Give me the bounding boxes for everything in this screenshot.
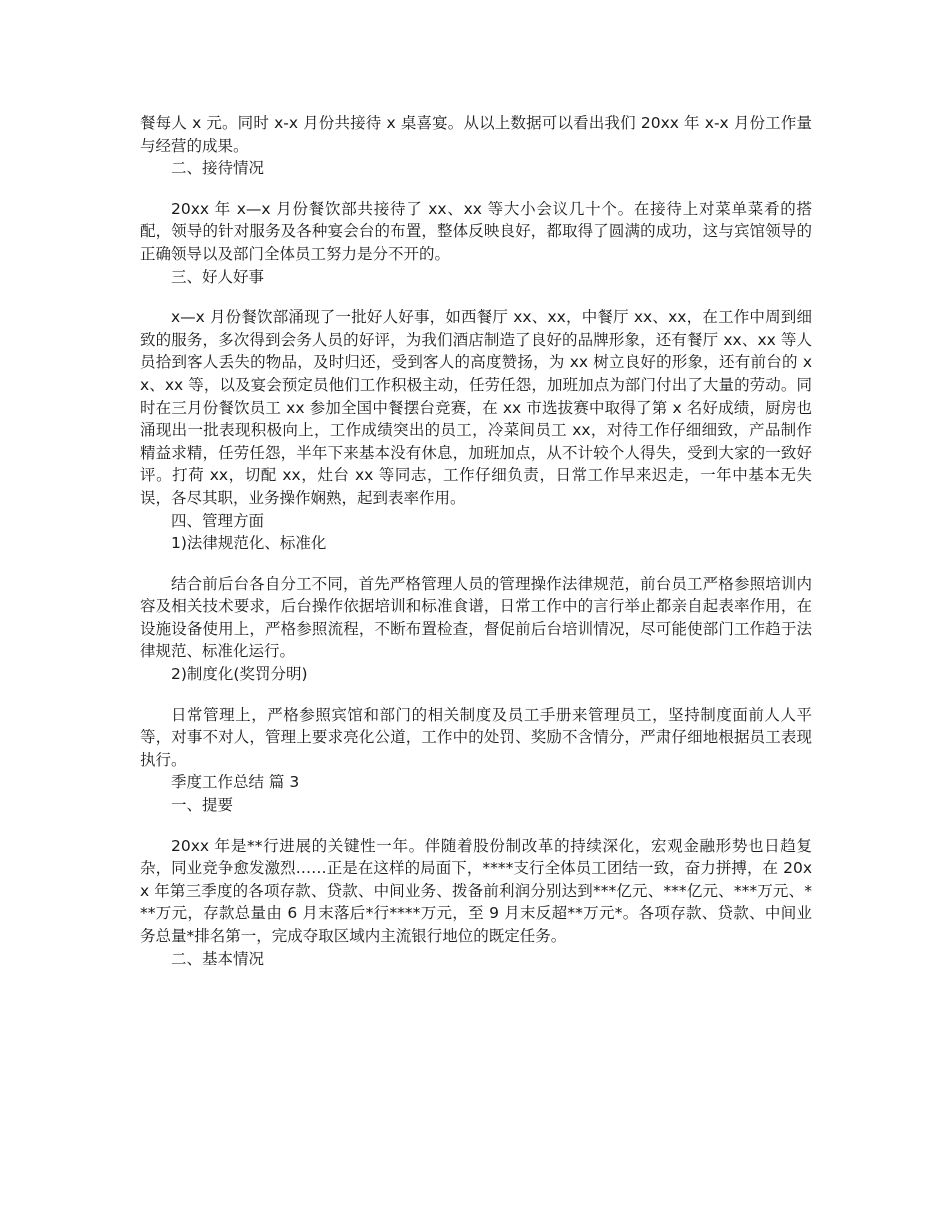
paragraph-standardization: 结合前后台各自分工不同，首先严格管理人员的管理操作法律规范，前台员工严格参照培训内容及相关技术要求，后台操作依据培训和标准食谱，日常工作中的言行举止都亲自起表率作用，在设施设备使用上，严格参照流程，不断布置检查，督促前后台培训情况，尽可能使部门工作趋于法律规范、标准化运行。: [140, 574, 812, 661]
heading-management: 四、管理方面: [171, 511, 265, 530]
heading-quarterly-summary: 季度工作总结 篇 3: [171, 773, 300, 792]
heading-good-deeds: 三、好人好事: [171, 267, 265, 286]
document-page: [140, 112, 812, 970]
subheading-standardization: 1)法律规范化、标准化: [171, 534, 327, 553]
heading-reception: 二、接待情况: [171, 159, 265, 178]
subheading-institutionalization: 2)制度化(奖罚分明): [171, 665, 308, 684]
paragraph-reception: 20xx 年 x—x 月份餐饮部共接待了 xx、xx 等大小会议几十个。在接待上对菜单菜肴的搭配，领导的针对服务及各种宴会台的布置，整体反映良好，都取得了圆满的成功，这与宾馆领导的正确领导以及部门全体员工努力是分不开的。: [140, 199, 812, 263]
paragraph-institutionalization: 日常管理上，严格参照宾馆和部门的相关制度及员工手册来管理员工，坚持制度面前人人平等，对事不对人，管理上要求亮化公道，工作中的处罚、奖励不含情分，严肃仔细地根据员工表现执行。: [140, 705, 812, 769]
paragraph-good-deeds: x—x 月份餐饮部涌现了一批好人好事，如西餐厅 xx、xx，中餐厅 xx、xx，在工作中周到细致的服务，多次得到会务人员的好评，为我们酒店制造了良好的品牌形象，还有餐厅 xx、xx 等人员拾到客人丢失的物品，及时归还，受到客人的高度赞扬，为 xx 树立良好的形象，还有前台的 xx、xx 等，以及宴会预定员他们工作积极主动，任劳任怨，加班加点为部门付出了大量的劳动。同时在三月份餐饮员工 xx 参加全国中餐摆台竞赛，在 xx 市选拔赛中取得了第 x 名好成绩，厨房也涌现出一批表现积极向上，工作成绩突出的员工，冷菜间员工 xx，对待工作仔细细致，产品制作精益求精，任劳任怨，半年下来基本没有休息，加班加点，从不计较个人得失，受到大家的一致好评。打荷 xx，切配 xx，灶台 xx 等同志，工作仔细负责，日常工作早来迟走，一年中基本无失误，各尽其职，业务操作娴熟，起到表率作用。: [140, 308, 812, 507]
paragraph-results: 餐每人 x 元。同时 x-x 月份共接待 x 桌喜宴。从以上数据可以看出我们 20xx 年 x-x 月份工作量与经营的成果。: [140, 114, 812, 155]
paragraph-summary: 20xx 年是**行进展的关键性一年。伴随着股份制改革的持续深化，宏观金融形势也日趋复杂，同业竞争愈发激烈……正是在这样的局面下，****支行全体员工团结一致，奋力拼搏，在 20xx 年第三季度的各项存款、贷款、中间业务、拨备前利润分别达到***亿元、***亿元、***万元、***万元，存款总量由 6 月末落后*行****万元，至 9 月末反超**万元*。各项存款、贷款、中间业务总量*排名第一，完成夺取区域内主流银行地位的既定任务。: [140, 836, 812, 945]
heading-summary: 一、提要: [171, 796, 234, 815]
heading-basic-situation: 二、基本情况: [171, 949, 265, 968]
